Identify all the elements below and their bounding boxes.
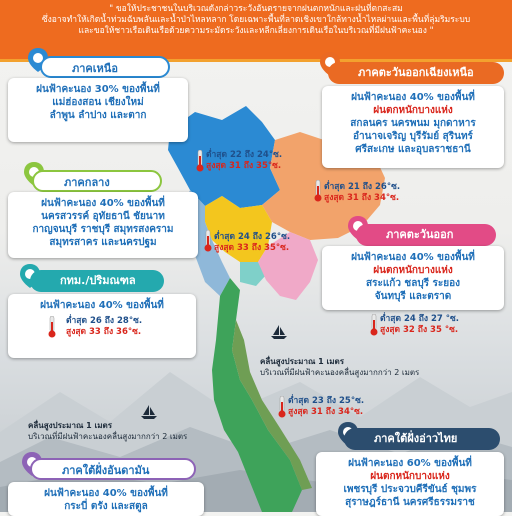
northeast-line-3: สกลนคร นครพนม มุกดาหาร: [350, 118, 476, 129]
north-temp-high: สูงสุด 31 ถึง 35°ซ.: [206, 161, 282, 171]
north-temperature: [206, 150, 282, 172]
region-north-title: ภาคเหนือ: [40, 56, 170, 78]
thermometer-icon: [278, 396, 286, 418]
region-northeast-card: [322, 86, 504, 168]
banner-line-2: ซึ่งอาจทำให้เกิดน้ำท่วมฉับพลันและน้ำป่าไหลหลาก โดยเฉพาะพื้นที่ลาดเชิงเขาใกล้ทางน้ำไหลผ่านและพื้นที่ลุ่มริมระบบ: [41, 15, 471, 25]
region-south-east-card: [316, 452, 504, 516]
central-line-1: ฝนฟ้าคะนอง 40% ของพื้นที่: [41, 198, 165, 209]
south-east-line-3: เพชรบุรี ประจวบคีรีขันธ์ ชุมพร: [343, 484, 477, 495]
banner-line-1: " ขอให้ประชาชนในบริเวณดังกล่าวระวังอันตรายจากฝนตกหนักและฝนที่ตกสะสม: [109, 4, 403, 14]
central-line-3: กาญจนบุรี ราชบุรี สมุทรสงคราม: [32, 224, 174, 235]
gulf-wave-info: [260, 356, 419, 378]
north-temp-low: ต่ำสุด 22 ถึง 24°ซ.: [206, 150, 283, 160]
region-north-card: [8, 78, 188, 142]
central-temp-low: ต่ำสุด 24 ถึง 26°ซ.: [214, 232, 291, 242]
south-east-line-1: ฝนฟ้าคะนอง 60% ของพื้นที่: [348, 458, 472, 469]
thermometer-icon: [204, 230, 212, 252]
region-south-west-card: [8, 482, 204, 516]
northeast-line-4: อำนาจเจริญ บุรีรัมย์ สุรินทร์: [353, 131, 473, 142]
banner-line-3: และขอให้ชาวเรือเดินเรือด้วยความระมัดระวังและหลีกเลี่ยงการเดินเรือในบริเวณที่มีฝนฟ้าคะนอง ": [78, 26, 434, 36]
andaman-wave-title: คลื่นสูงประมาณ 1 เมตร: [28, 421, 113, 430]
central-line-4: สมุทรสาคร และนครปฐม: [49, 237, 157, 248]
north-line-2: แม่ฮ่องสอน เชียงใหม่: [52, 97, 144, 108]
south-east-temperature: [288, 396, 364, 418]
east-line-4: จันทบุรี และตราด: [374, 291, 452, 302]
east-line-2: ฝนตกหนักบางแห่ง: [373, 265, 453, 276]
south-west-line-1: ฝนฟ้าคะนอง 40% ของพื้นที่: [44, 488, 168, 499]
south-east-line-2: ฝนตกหนักบางแห่ง: [370, 471, 450, 482]
bangkok-temp-low: ต่ำสุด 26 ถึง 28°ซ.: [66, 316, 143, 326]
central-temp-high: สูงสุด 33 ถึง 35°ซ.: [214, 243, 290, 253]
northeast-line-2: ฝนตกหนักบางแห่ง: [373, 105, 453, 116]
east-temp-low: ต่ำสุด 24 ถึง 27 °ซ.: [380, 314, 460, 324]
central-temperature: [214, 232, 290, 254]
region-east-title: ภาคตะวันออก: [356, 224, 496, 246]
region-bangkok-title: กทม./ปริมณฑล: [30, 270, 164, 292]
north-line-1: ฝนฟ้าคะนอง 30% ของพื้นที่: [36, 84, 160, 95]
region-south-east-title: ภาคใต้ฝั่งอ่าวไทย: [344, 428, 500, 450]
region-bangkok-card: [8, 294, 196, 358]
northeast-temp-high: สูงสุด 31 ถึง 34°ซ.: [324, 193, 400, 203]
gulf-wave-title: คลื่นสูงประมาณ 1 เมตร: [260, 357, 345, 366]
east-line-3: สระแก้ว ชลบุรี ระยอง: [365, 278, 461, 289]
region-central-card: [8, 192, 198, 258]
thermometer-icon: [196, 150, 204, 172]
east-line-1: ฝนฟ้าคะนอง 40% ของพื้นที่: [351, 252, 475, 263]
region-south-west-title: ภาคใต้ฝั่งอันดามัน: [30, 458, 196, 480]
bangkok-temperature: [66, 316, 142, 338]
east-temperature: [380, 314, 459, 336]
region-central-title: ภาคกลาง: [32, 170, 162, 192]
central-line-2: นครสวรรค์ อุทัยธานี ชัยนาท: [41, 211, 165, 222]
south-east-temp-high: สูงสุด 31 ถึง 34°ซ.: [288, 407, 364, 417]
region-east-card: [322, 246, 504, 310]
northeast-line-1: ฝนฟ้าคะนอง 40% ของพื้นที่: [351, 92, 475, 103]
thermometer-icon: [314, 180, 322, 202]
andaman-wave-desc: บริเวณที่มีฝนฟ้าคะนองคลื่นสูงมากกว่า 2 เมตร: [28, 432, 188, 441]
thermometer-icon: [370, 314, 378, 336]
south-west-line-2: กระบี่ ตรัง และสตูล: [64, 501, 148, 512]
gulf-wave-desc: บริเวณที่มีฝนฟ้าคะนองคลื่นสูงมากกว่า 2 เมตร: [260, 368, 420, 377]
boat-icon: [140, 404, 158, 420]
andaman-wave-info: [28, 420, 187, 442]
north-line-3: ลำพูน ลำปาง และตาก: [49, 110, 147, 121]
south-east-temp-low: ต่ำสุด 23 ถึง 25°ซ.: [288, 396, 365, 406]
bangkok-temp-high: สูงสุด 33 ถึง 36°ซ.: [66, 327, 142, 337]
northeast-line-5: ศรีสะเกษ และอุบลราชธานี: [355, 144, 471, 155]
east-temp-high: สูงสุด 32 ถึง 35 °ซ.: [380, 325, 459, 335]
bangkok-line-1: ฝนฟ้าคะนอง 40% ของพื้นที่: [40, 300, 164, 311]
boat-icon: [270, 324, 288, 340]
northeast-temp-low: ต่ำสุด 21 ถึง 26°ซ.: [324, 182, 401, 192]
thermometer-icon: [48, 316, 56, 338]
south-east-line-4: สุราษฎร์ธานี นครศรีธรรมราช: [345, 497, 475, 508]
region-northeast-title: ภาคตะวันออกเฉียงเหนือ: [328, 62, 504, 84]
northeast-temperature: [324, 182, 400, 204]
